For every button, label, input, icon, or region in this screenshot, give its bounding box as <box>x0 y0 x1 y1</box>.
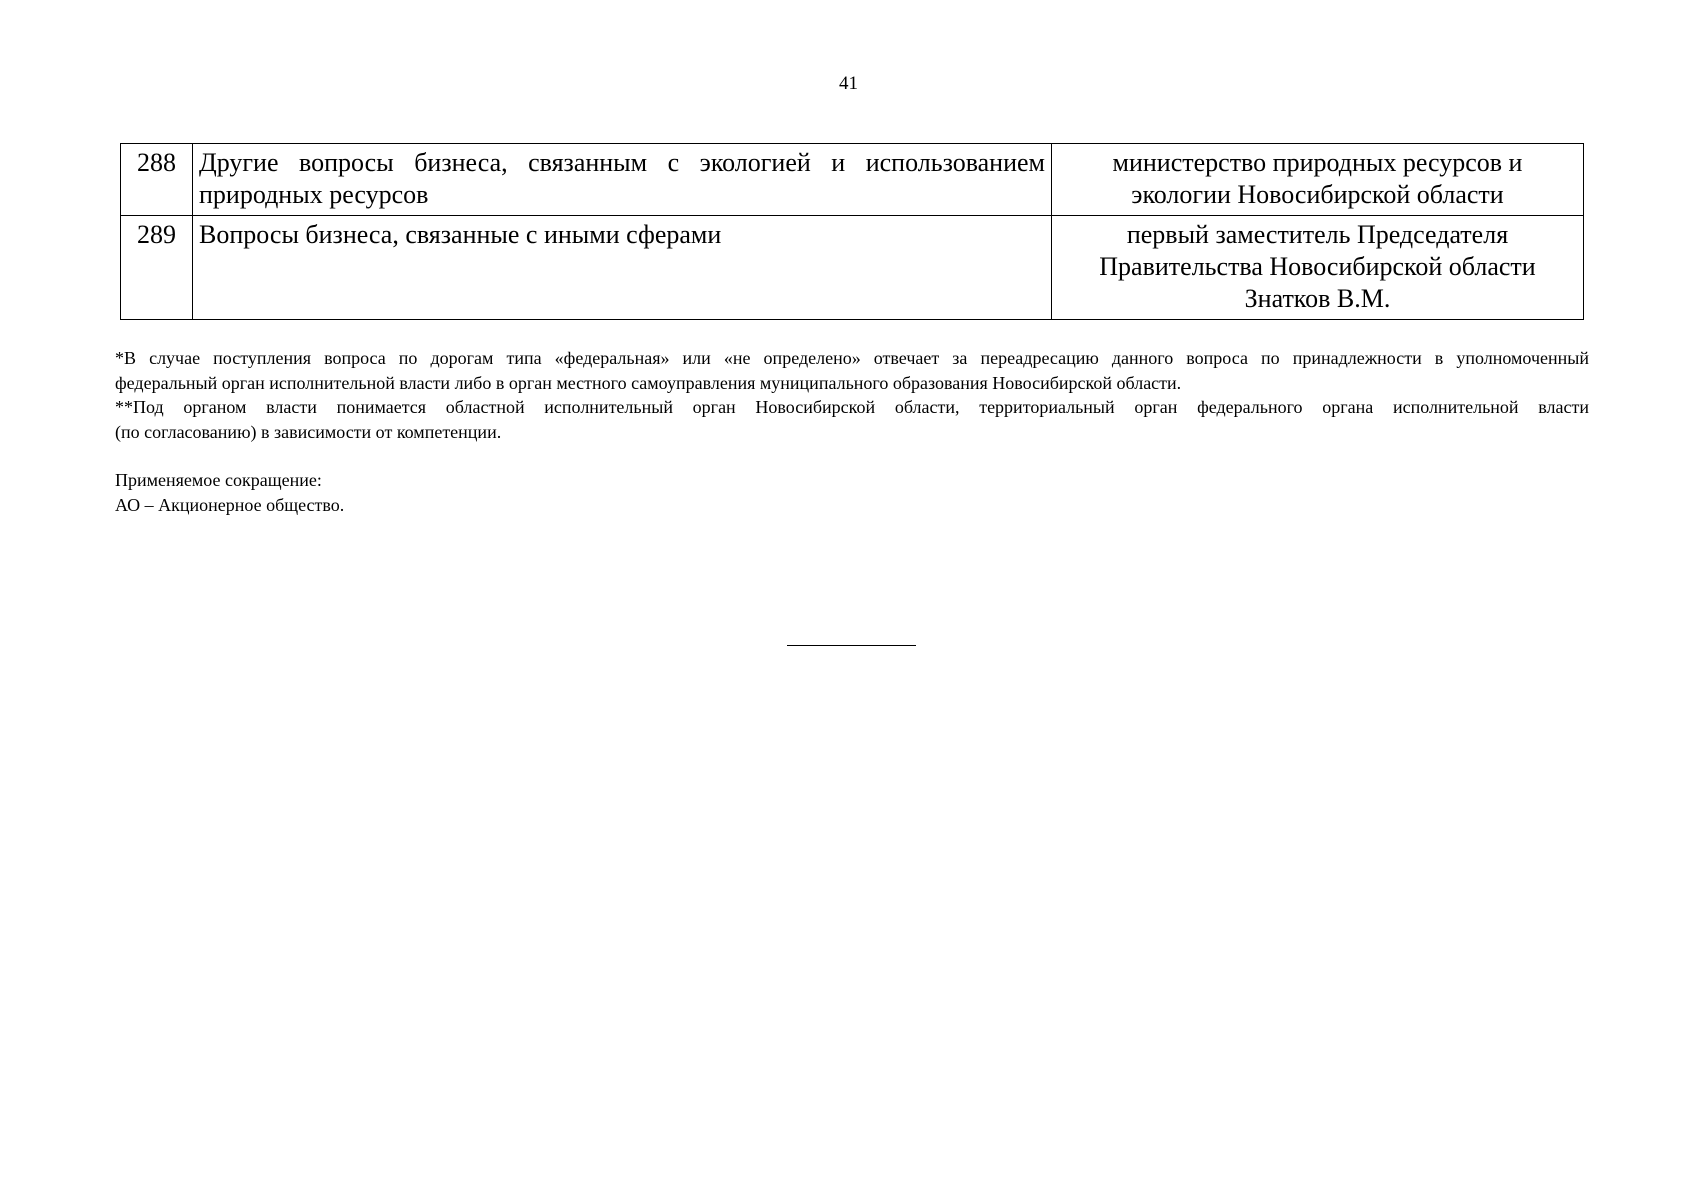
footnote-line: **Под органом власти понимается областной исполнительный орган Новосибирской области, территориальный орган федерального органа исполнительной власти <box>115 397 1589 417</box>
responsible-cell <box>1052 144 1584 216</box>
question-cell <box>193 144 1052 216</box>
question-text-line: природных ресурсов <box>199 180 429 209</box>
row-number: 288 <box>121 144 193 216</box>
question-cell <box>193 216 1052 320</box>
abbreviations <box>115 468 344 517</box>
responsible-text-line: экологии Новосибирской области <box>1131 180 1504 209</box>
abbreviations-heading: Применяемое сокращение: <box>115 470 322 490</box>
footnote-line: (по согласованию) в зависимости от компетенции. <box>115 421 502 442</box>
question-text-line: Другие вопросы бизнеса, связанным с экологией и использованием <box>199 148 1045 177</box>
end-rule <box>787 645 916 646</box>
responsible-text-line: первый заместитель Председателя <box>1126 220 1509 249</box>
table-row <box>121 144 1584 216</box>
responsible-cell <box>1052 216 1584 320</box>
question-text-line: Вопросы бизнеса, связанные с иными сферами <box>199 220 722 249</box>
responsible-text-line: министерство природных ресурсов и <box>1112 148 1523 177</box>
row-number: 289 <box>121 216 193 320</box>
footnotes <box>115 346 1589 444</box>
page-number: 41 <box>839 73 858 94</box>
footnote-line: *В случае поступления вопроса по дорогам типа «федеральная» или «не определено» отвечает за переадресацию данного вопроса по принадлежности в уполномоченный <box>115 348 1589 368</box>
table-row <box>121 216 1584 320</box>
footnote-line: федеральный орган исполнительной власти либо в орган местного самоуправления муниципального образования Новосибирской области. <box>115 372 1182 393</box>
responsible-text-line: Знатков В.М. <box>1244 284 1391 313</box>
abbreviation-item: АО – Акционерное общество. <box>115 494 345 515</box>
responsible-text-line: Правительства Новосибирской области <box>1099 252 1536 281</box>
responsibility-table <box>120 143 1584 320</box>
